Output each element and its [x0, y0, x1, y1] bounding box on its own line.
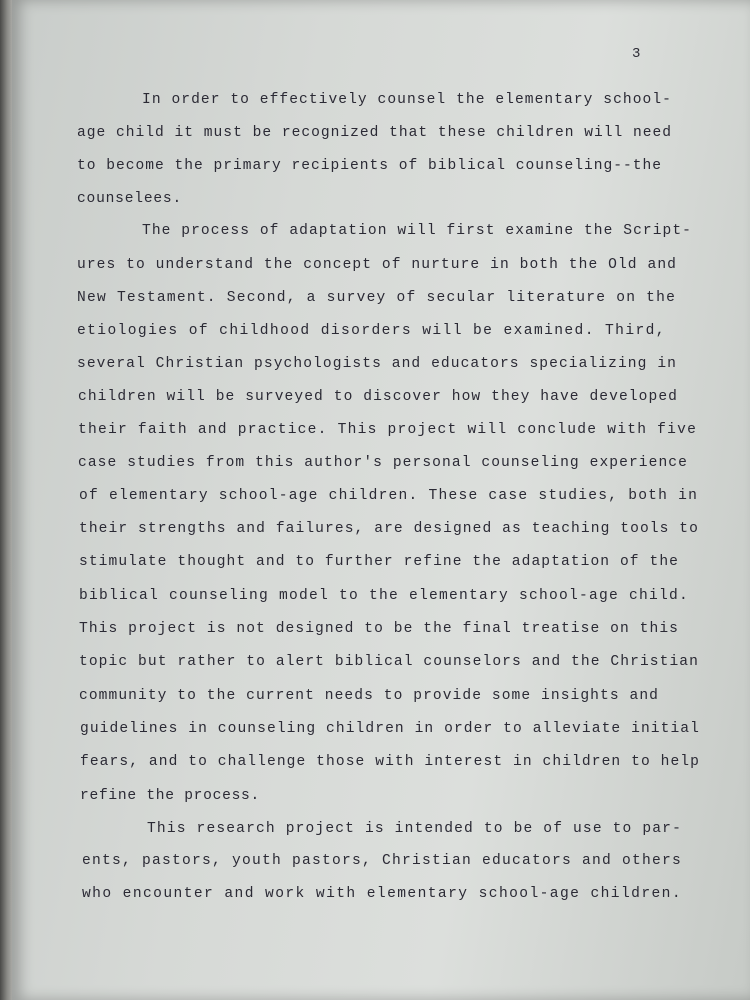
paragraph-3-line-3: who encounter and work with elementary school-age children.: [82, 886, 682, 902]
paragraph-2-line-10: their strengths and failures, are designed as teaching tools to: [79, 521, 699, 537]
paragraph-2-line-9: of elementary school-age children. These case studies, both in: [79, 488, 699, 504]
paragraph-1-line-1: In order to effectively counsel the elementary school-: [142, 92, 672, 108]
paragraph-2-line-17: fears, and to challenge those with interest in children to help: [80, 754, 700, 770]
book-binding-edge: [0, 0, 12, 1000]
paragraph-2-line-1: The process of adaptation will first examine the Script-: [142, 223, 692, 239]
paragraph-3-line-2: ents, pastors, youth pastors, Christian educators and others: [82, 853, 682, 869]
paragraph-2-line-14: topic but rather to alert biblical counselors and the Christian: [79, 654, 699, 670]
paragraph-2-line-5: several Christian psychologists and educators specializing in: [77, 356, 677, 372]
paragraph-1-line-4: counselees.: [77, 191, 182, 207]
paragraph-2-line-11: stimulate thought and to further refine the adaptation of the: [79, 554, 679, 570]
paragraph-3-line-1: This research project is intended to be of use to par-: [147, 821, 682, 837]
document-page: [12, 0, 750, 1000]
paragraph-2-line-3: New Testament. Second, a survey of secular literature on the: [77, 290, 677, 306]
paragraph-1-line-2: age child it must be recognized that these children will need: [77, 125, 672, 141]
paragraph-2-line-12: biblical counseling model to the elementary school-age child.: [79, 588, 689, 604]
paragraph-2-line-2: ures to understand the concept of nurture in both the Old and: [77, 257, 677, 273]
paragraph-2-line-8: case studies from this author's personal counseling experience: [78, 455, 688, 471]
page-number: 3: [632, 46, 641, 62]
paragraph-2-line-6: children will be surveyed to discover how they have developed: [78, 389, 678, 405]
paragraph-2-line-13: This project is not designed to be the final treatise on this: [79, 621, 679, 637]
paragraph-2-line-18: refine the process.: [80, 788, 260, 804]
paragraph-2-line-4: etiologies of childhood disorders will be examined. Third,: [77, 323, 666, 339]
paragraph-2-line-16: guidelines in counseling children in order to alleviate initial: [80, 721, 700, 737]
paragraph-2-line-7: their faith and practice. This project will conclude with five: [78, 422, 698, 438]
paragraph-2-line-15: community to the current needs to provide some insights and: [79, 688, 659, 704]
paragraph-1-line-3: to become the primary recipients of biblical counseling--the: [77, 158, 662, 174]
